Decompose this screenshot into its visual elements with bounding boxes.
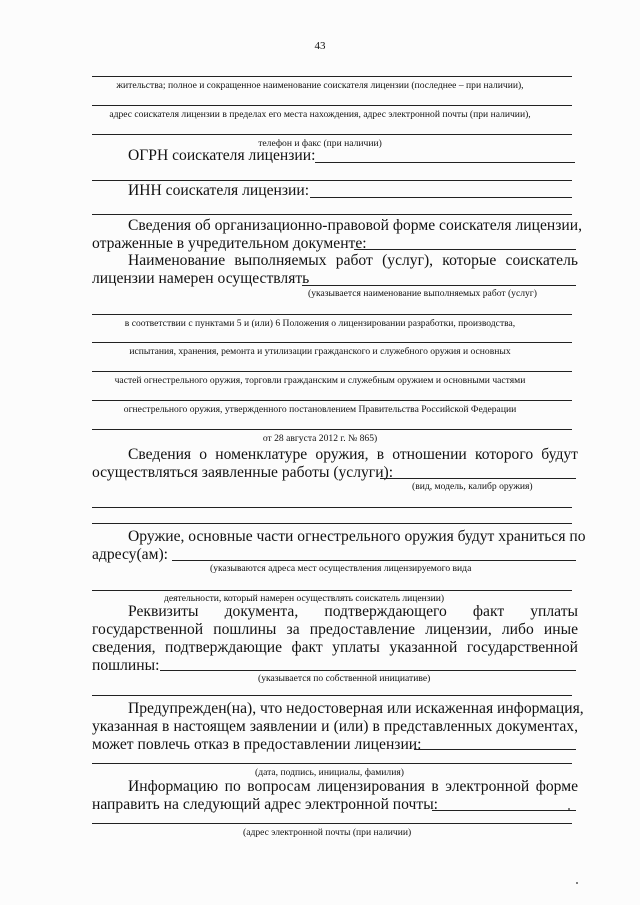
blank-line xyxy=(92,429,572,430)
payment-line-4: пошлины: xyxy=(92,657,160,674)
scan-speck xyxy=(576,882,578,884)
inn-label: ИНН соискателя лицензии: xyxy=(128,182,310,199)
ogrn-label: ОГРН соискателя лицензии: xyxy=(128,147,316,164)
caption-address-email: адрес соискателя лицензии в пределах его места нахождения, адрес электронной почты (при наличии), xyxy=(109,109,531,120)
caption-email-address: (адрес электронной почты (при наличии) xyxy=(243,827,412,838)
blank-line xyxy=(92,371,572,372)
inn-field[interactable] xyxy=(310,197,572,198)
blank-line xyxy=(92,105,572,106)
warning-field[interactable] xyxy=(414,749,576,750)
info-line-1: Информацию по вопросам лицензирования в электронной форме xyxy=(128,778,578,795)
caption-works-name: (указывается наименование выполняемых работ (услуг) xyxy=(308,288,537,299)
caption-signature: (дата, подпись, инициалы, фамилия) xyxy=(255,767,404,778)
caption-weapon-type: (вид, модель, калибр оружия) xyxy=(412,481,533,492)
storage-field[interactable] xyxy=(172,560,576,561)
ogrn-field[interactable] xyxy=(315,162,575,163)
blank-line xyxy=(92,590,572,591)
caption-residence: жительства; полное и сокращенное наименование соискателя лицензии (последнее – при наличии), xyxy=(116,80,524,91)
blank-line xyxy=(92,400,572,401)
works-field[interactable] xyxy=(302,285,576,286)
blank-line xyxy=(92,523,572,524)
payment-field[interactable] xyxy=(160,670,576,671)
warning-line-1: Предупрежден(на), что недостоверная или искаженная информация, xyxy=(128,700,584,717)
scan-speck xyxy=(568,808,570,810)
blank-line xyxy=(92,314,572,315)
warning-line-3: может повлечь отказ в предоставлении лицензии: xyxy=(92,736,422,753)
blank-line xyxy=(92,76,572,77)
works-line-1: Наименование выполняемых работ (услуг), которые соискатель xyxy=(128,252,578,269)
payment-line-1: Реквизиты документа, подтверждающего факт уплаты xyxy=(128,603,578,620)
org-form-line-1: Сведения об организационно-правовой форме соискателя лицензии, xyxy=(128,217,582,234)
regulation-line: испытания, хранения, ремонта и утилизации гражданского и служебного оружия и основных xyxy=(129,346,511,357)
org-form-line-2: отраженные в учредительном документе: xyxy=(92,235,367,252)
nomenclature-field[interactable] xyxy=(380,478,576,479)
blank-line xyxy=(92,695,572,696)
nomenclature-line-2: осуществляться заявленные работы (услуги): xyxy=(92,464,394,481)
nomenclature-line-1: Сведения о номенклатуре оружия, в отношении которого будут xyxy=(128,446,578,463)
blank-line xyxy=(92,134,572,135)
payment-line-3: сведения, подтверждающие факт уплаты указанной государственной xyxy=(92,639,578,656)
caption-phone-fax: телефон и факс (при наличии) xyxy=(258,138,382,149)
caption-storage-2: деятельности, который намерен осуществлять соискатель лицензии) xyxy=(164,593,445,604)
blank-line xyxy=(92,823,572,824)
blank-line xyxy=(92,214,572,215)
caption-own-initiative: (указывается по собственной инициативе) xyxy=(258,673,431,684)
info-line-2: направить на следующий адрес электронной почты: xyxy=(92,796,439,813)
regulation-line: частей огнестрельного оружия, торговли гражданским и служебным оружием и основными частями xyxy=(114,375,526,386)
blank-line xyxy=(92,507,572,508)
storage-line-1: Оружие, основные части огнестрельного оружия будут храниться по xyxy=(128,528,586,545)
email-field[interactable] xyxy=(432,810,576,811)
regulation-line: в соответствии с пунктами 5 и (или) 6 Положения о лицензировании разработки, производства, xyxy=(124,318,516,329)
regulation-line: огнестрельного оружия, утвержденного постановлением Правительства Российской Федерации xyxy=(123,404,517,415)
blank-line xyxy=(92,342,572,343)
regulation-line: от 28 августа 2012 г. № 865) xyxy=(262,433,378,444)
payment-line-2: государственной пошлины за предоставление лицензии, либо иные xyxy=(92,621,578,638)
warning-line-2: указанная в настоящем заявлении и (или) в представленных документах, xyxy=(92,718,578,735)
blank-line xyxy=(92,763,572,764)
storage-line-2: адресу(ам): xyxy=(92,546,168,563)
works-line-2: лицензии намерен осуществлять xyxy=(92,270,310,287)
blank-line xyxy=(92,180,572,181)
org-form-field[interactable] xyxy=(354,249,576,250)
caption-storage-1: (указываются адреса мест осуществления лицензируемого вида xyxy=(210,563,472,574)
page-number: 43 xyxy=(314,40,326,52)
